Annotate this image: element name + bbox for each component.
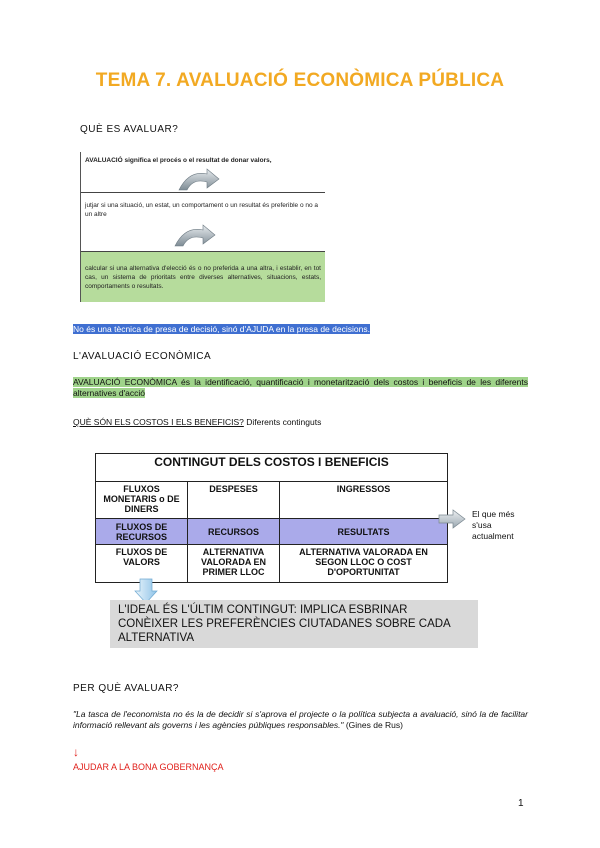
table-cell: DESPESES bbox=[188, 482, 280, 519]
economic-definition-text: AVALUACIÓ ECONÒMICA és la identificació, quantificació i monetarització dels costos i beneficis de les diferents alternatives d'acció bbox=[73, 377, 528, 398]
table-title: CONTINGUT DELS COSTOS I BENEFICIS bbox=[96, 454, 448, 482]
evaluation-box bbox=[80, 152, 325, 302]
table-cell: ALTERNATIVA VALORADA EN PRIMER LLOC bbox=[188, 545, 280, 583]
economic-definition bbox=[73, 377, 528, 399]
decision-note-text: No és una tècnica de presa de decisió, sinó d'AJUDA en la presa de decisions. bbox=[73, 324, 370, 334]
economist-quote bbox=[73, 709, 528, 731]
table-cell: ALTERNATIVA VALORADA EN SEGON LLOC O COST D'OPORTUNITAT bbox=[280, 545, 448, 583]
down-arrow-icon: ↓ bbox=[73, 745, 79, 759]
table-row bbox=[96, 545, 448, 583]
ideal-callout: L'IDEAL ÉS L'ÚLTIM CONTINGUT: IMPLICA ESBRINAR CONÈIXER LES PREFERÈNCIES CIUTADANES SOBRE CADA ALTERNATIVA bbox=[110, 600, 478, 648]
table-row bbox=[96, 519, 448, 545]
table-cell: INGRESSOS bbox=[280, 482, 448, 519]
curved-arrow-icon bbox=[177, 166, 221, 192]
table-cell: RECURSOS bbox=[188, 519, 280, 545]
quote-text: "La tasca de l'economista no és la de decidir si s'aprova el projecte o la política subjecta a avaluació, sinó la de facilitar informació rellevant als governs i les agències públiques responsables." bbox=[73, 709, 528, 730]
conclusion-text: AJUDAR A LA BONA GOBERNANÇA bbox=[73, 762, 224, 772]
table-cell: FLUXOS MONETARIS o DE DINERS bbox=[96, 482, 188, 519]
costs-question-underlined: QUÈ SÓN ELS COSTOS I ELS BENEFICIS? bbox=[73, 417, 244, 427]
evaluation-text-3: calcular si una alternativa d'elecció és o no preferida a una altra, i establir, en tot cas, un sistema de prioritats entre diverses alternatives, situacions, estats, comportaments o resultats. bbox=[85, 265, 321, 290]
table-cell: FLUXOS DE VALORS bbox=[96, 545, 188, 583]
decision-note bbox=[73, 324, 370, 335]
page-title: TEMA 7. AVALUACIÓ ECONÒMICA PÚBLICA bbox=[95, 70, 505, 91]
evaluation-text-2: jutjar si una situació, un estat, un comportament o un resultat és preferible o no a un altre bbox=[85, 202, 319, 218]
costs-benefits-table bbox=[95, 453, 448, 583]
curved-arrow-icon bbox=[173, 222, 217, 248]
section-heading-why: PER QUÈ AVALUAR? bbox=[73, 683, 179, 694]
section-heading-what: QUÈ ES AVALUAR? bbox=[80, 124, 179, 135]
costs-question bbox=[73, 417, 321, 428]
costs-question-rest: Diferents continguts bbox=[243, 417, 322, 427]
page-number: 1 bbox=[518, 798, 524, 809]
evaluation-definition: significa el procés o el resultat de donar valors, bbox=[122, 157, 272, 164]
table-row bbox=[96, 482, 448, 519]
table-cell: RESULTATS bbox=[280, 519, 448, 545]
side-note: El que més s'usa actualment bbox=[472, 509, 515, 541]
arrow-right-icon bbox=[438, 509, 466, 529]
evaluation-term: AVALUACIÓ bbox=[85, 157, 123, 164]
evaluation-text-1 bbox=[85, 156, 321, 165]
quote-author: (Gines de Rus) bbox=[343, 720, 403, 730]
section-heading-economic: L'AVALUACIÓ ECONÒMICA bbox=[73, 351, 212, 362]
table-cell: FLUXOS DE RECURSOS bbox=[96, 519, 188, 545]
